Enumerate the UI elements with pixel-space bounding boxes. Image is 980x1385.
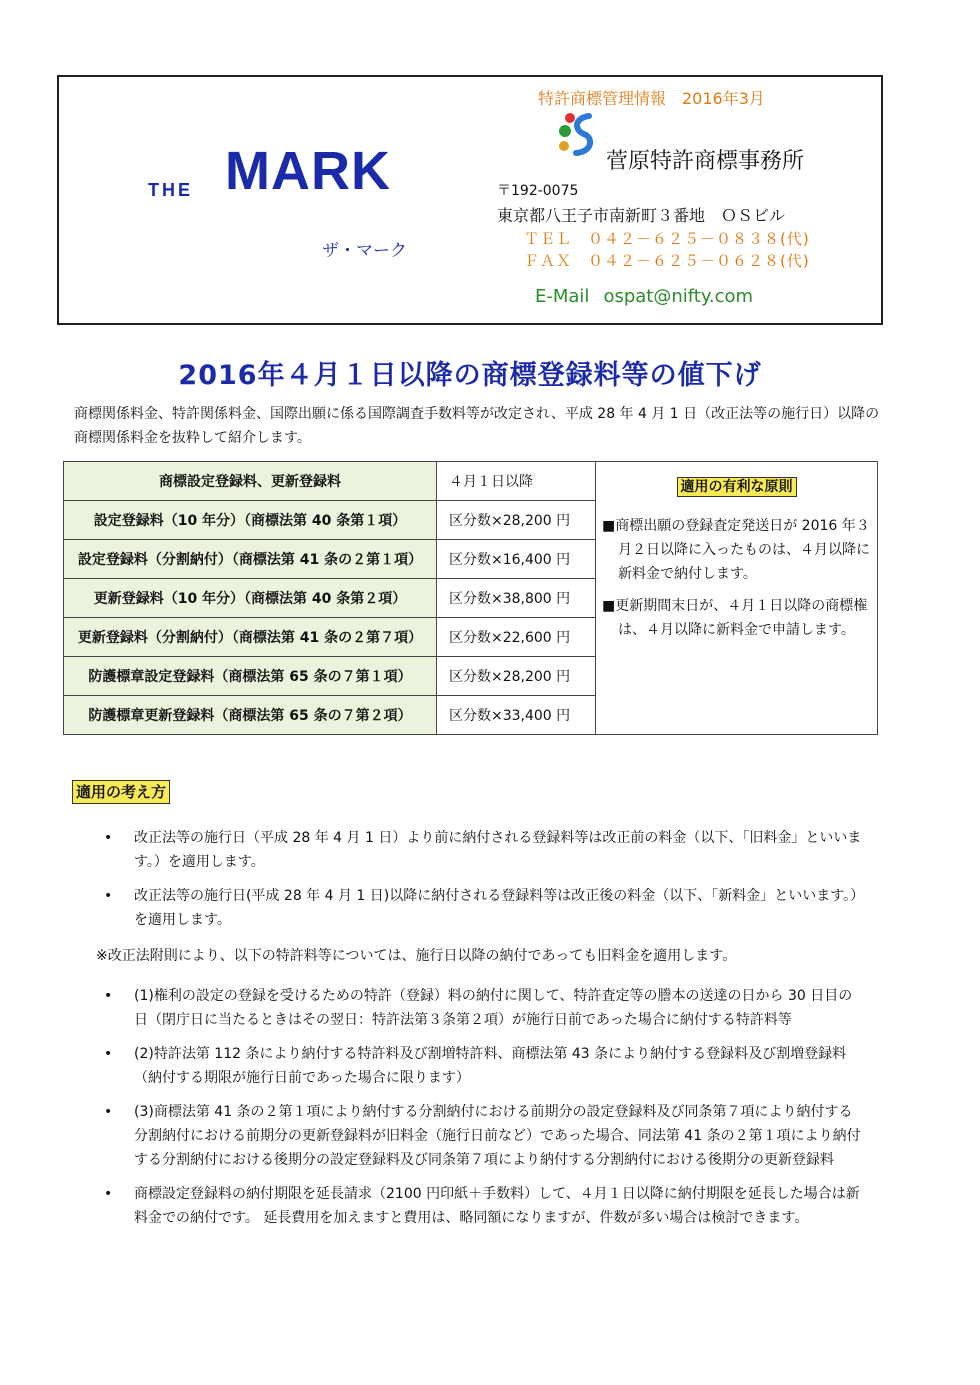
fee-name: 設定登録料（分割納付）（商標法第 41 条の２第１項） (64, 540, 437, 579)
fee-value: 区分数×16,400 円 (437, 540, 596, 579)
principle-item: ■更新期間末日が、４月１日以降の商標権は、４月以降に新料金で申請します。 (602, 598, 868, 638)
fee-name: 更新登録料（10 年分）（商標法第 40 条第２項） (64, 579, 437, 618)
email-line (535, 286, 753, 307)
page-title: 2016年４月１日以降の商標登録料等の値下げ (178, 360, 762, 391)
logo-the: THE (148, 180, 193, 200)
newsletter-info: 特許商標管理情報 2016年3月 (538, 89, 765, 108)
logo-kana: ザ・マーク (322, 241, 407, 261)
list-item: • 商標設定登録料の納付期限を延長請求（2100 円印紙＋手数料）して、４月１日以降に納付期限を延長した場合は新料金での納付です。 延長費用を加えますと費用は、略同額になりますが、件数が多い場合は検討できます。 (104, 1186, 860, 1226)
fee-value: 区分数×28,200 円 (437, 657, 596, 696)
fee-value: 区分数×28,200 円 (437, 501, 596, 540)
logo-mark: MARK (225, 141, 391, 201)
fee-table (63, 461, 878, 735)
phone: ＴＥＬ ０４２－６２５－０８３８(代) (524, 230, 810, 248)
firm-name: 菅原特許商標事務所 (606, 149, 805, 174)
intro-text: 商標関係料金、特許関係料金、国際出願に係る国際調査手数料等が改定され、平成 28 年 4 月 1 日（改正法等の施行日）以降の商標関係料金を抜粋して紹介します。 (74, 406, 880, 446)
exception-list (96, 984, 866, 1240)
principle-heading: 適用の有利な原則 (602, 476, 871, 496)
list-item: • (2)特許法第 112 条により納付する特許料及び割増特許料、商標法第 43 条により納付する登録料及び割増登録料（納付する期限が施行日前であった場合に限ります） (104, 1046, 847, 1086)
fee-name: 防護標章設定登録料（商標法第 65 条の７第１項） (64, 657, 437, 696)
list-item: • (1)権利の設定の登録を受けるための特許（登録）料の納付に関して、特許査定等の謄本の送達の日から 30 日目の日（閉庁日に当たるときはその翌日：特許法第３条第２項）が施行日前であった場合に納付する特許料等 (104, 988, 853, 1028)
table-row (64, 462, 878, 501)
principle-item: ■商標出願の登録査定発送日が 2016 年３月２日以降に入ったものは、４月以降に新料金で納付します。 (602, 518, 870, 582)
header-name-cell: 商標設定登録料、更新登録料 (64, 462, 437, 501)
list-item: • (3)商標法第 41 条の２第１項により納付する分割納付における前期分の設定登録料及び同条第７項により納付する分割納付における前期分の更新登録料が旧料金（施行日前など）であった場合、同法第 41 条の２第１項により納付する分割納付における後期分の設定登録料及び同条第７項により納付する分割納付における後期分の更新登録料 (104, 1104, 861, 1168)
fee-name: 更新登録料（分割納付）（商標法第 41 条の２第７項） (64, 618, 437, 657)
list-item: • 改正法等の施行日（平成 28 年 4 月 1 日）より前に納付される登録料等は改正前の料金（以下、「旧料金」といいます。）を適用します。 (104, 830, 862, 870)
fax: ＦＡＸ ０４２－６２５－０６２８(代) (524, 252, 810, 270)
postal-code: 〒192-0075 (497, 183, 579, 199)
firm-logo-icon (556, 112, 598, 156)
email-address[interactable]: ospat@nifty.com (603, 286, 754, 307)
fee-name: 設定登録料（10 年分）（商標法第 40 条第１項） (64, 501, 437, 540)
address: 東京都八王子市南新町３番地 ＯＳビル (497, 206, 786, 225)
principle-cell (596, 462, 878, 735)
email-label: E-Mail (535, 286, 590, 307)
fee-value: 区分数×38,800 円 (437, 579, 596, 618)
approach-heading: 適用の考え方 (72, 780, 170, 804)
fee-name: 防護標章更新登録料（商標法第 65 条の７第２項） (64, 696, 437, 735)
fee-value: 区分数×33,400 円 (437, 696, 596, 735)
list-item: • 改正法等の施行日(平成 28 年 4 月 1 日)以降に納付される登録料等は改正後の料金（以下、「新料金」といいます。）を適用します。 (104, 888, 865, 928)
note-text: ※改正法附則により、以下の特許料等については、施行日以降の納付であっても旧料金を適用します。 (96, 948, 737, 964)
fee-value: 区分数×22,600 円 (437, 618, 596, 657)
approach-bullets (96, 826, 866, 942)
header-value-cell: ４月１日以降 (437, 462, 596, 501)
